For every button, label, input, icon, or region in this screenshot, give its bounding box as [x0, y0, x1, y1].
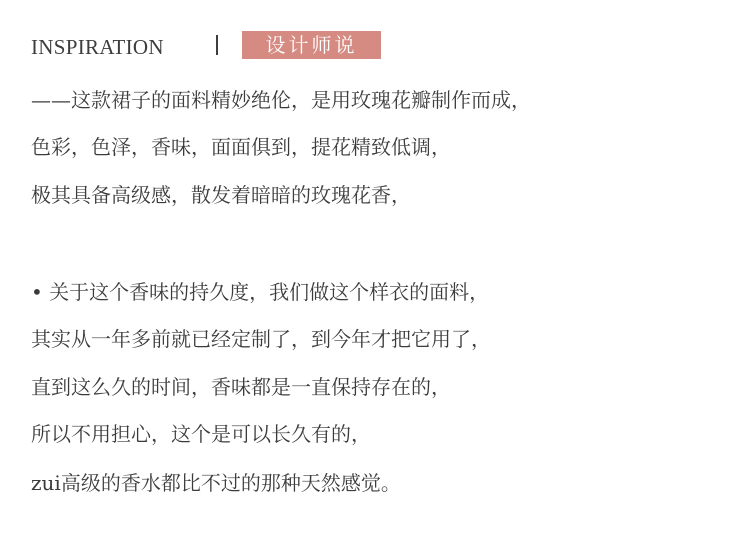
paragraph-line: 其实从一年多前就已经定制了，到今年才把它用了，	[31, 327, 491, 351]
designer-says-tag: 设计师说	[242, 31, 381, 59]
paragraph-line: 色彩，色泽，香味，面面俱到，提花精致低调，	[31, 135, 451, 159]
brand-title: INSPIRATION	[31, 35, 164, 59]
paragraph-line: 所以不用担心，这个是可以长久有的，	[31, 422, 371, 446]
paragraph-line: 直到这么久的时间，香味都是一直保持存在的，	[31, 375, 451, 399]
paragraph-line: ——这款裙子的面料精妙绝伦，是用玫瑰花瓣制作而成，	[31, 88, 531, 112]
header-divider	[216, 35, 218, 55]
paragraph-line: • 关于这个香味的持久度，我们做这个样衣的面料，	[31, 280, 490, 304]
paragraph-line: zui高级的香水都比不过的那种天然感觉。	[31, 471, 401, 495]
header	[31, 31, 391, 59]
paragraph-line: 极其具备高级感，散发着暗暗的玫瑰花香，	[31, 183, 411, 207]
